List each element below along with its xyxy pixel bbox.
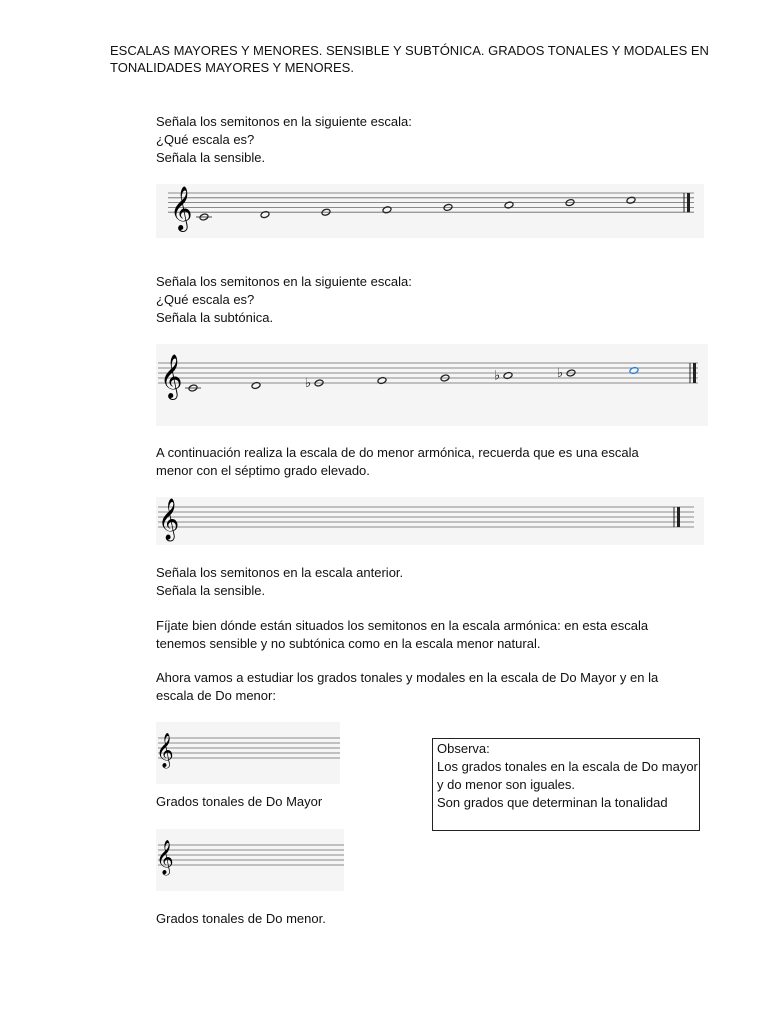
staff-lines <box>168 193 694 212</box>
paragraph-line: tenemos sensible y no subtónica como en la escala menor natural. <box>156 636 541 651</box>
title-line-2: TONALIDADES MAYORES Y MENORES. <box>110 60 354 75</box>
observa-line: Son grados que determinan la tonalidad <box>437 795 668 810</box>
observa-box <box>432 738 700 831</box>
staff-svg <box>156 184 704 238</box>
harmonic-note-paragraph <box>156 617 676 653</box>
notes-group <box>185 366 639 392</box>
treble-clef-icon: 𝄞 <box>160 354 183 398</box>
caption-minor: Grados tonales de Do menor. <box>156 911 326 926</box>
barline-thick <box>687 193 690 212</box>
empty-music-staff-major[interactable] <box>156 722 340 784</box>
instruction-line: Señala los semitonos en la siguiente escala: <box>156 274 412 289</box>
flat-icon: ♭ <box>305 376 312 391</box>
instruction-line: Señala la sensible. <box>156 150 266 165</box>
empty-music-staff-minor[interactable] <box>156 829 344 891</box>
treble-clef-icon: 𝄞 <box>156 733 174 768</box>
exercise-2-instructions <box>156 273 676 327</box>
paragraph-line: escala de Do menor: <box>156 688 276 703</box>
page-title <box>110 42 709 76</box>
music-staff-c-minor-scale <box>156 344 708 426</box>
caption-major: Grados tonales de Do Mayor <box>156 794 323 809</box>
notes-group <box>196 196 636 221</box>
instruction-line: ¿Qué escala es? <box>156 292 255 307</box>
barline-thick <box>693 363 696 383</box>
observa-heading: Observa: <box>437 741 490 756</box>
instruction-line: Señala la sensible. <box>156 583 266 598</box>
staff-lines <box>158 363 698 383</box>
treble-clef-icon: 𝄞 <box>156 840 174 875</box>
staff-lines <box>158 738 340 758</box>
staff-svg <box>156 497 704 545</box>
instruction-line: Señala la subtónica. <box>156 310 274 325</box>
staff-lines <box>158 507 694 527</box>
flat-icon: ♭ <box>557 366 564 381</box>
instruction-line: Señala los semitonos en la siguiente escala: <box>156 114 412 129</box>
exercise-1-instructions <box>156 113 676 167</box>
staff-svg <box>156 829 344 891</box>
intro-paragraph <box>156 669 676 705</box>
empty-music-staff-harmonic[interactable] <box>156 497 704 545</box>
music-staff-c-major-scale <box>156 184 704 238</box>
observa-line: Los grados tonales en la escala de Do mayor <box>437 759 698 774</box>
exercise-4-instructions <box>156 564 676 600</box>
instruction-line: ¿Qué escala es? <box>156 132 255 147</box>
observa-line: y do menor son iguales. <box>437 777 576 792</box>
instruction-line: Señala los semitonos en la escala anterior. <box>156 565 404 580</box>
exercise-3-instructions <box>156 444 676 480</box>
staff-svg <box>156 722 340 784</box>
staff-lines <box>158 845 344 865</box>
barline-thick <box>677 507 680 527</box>
paragraph-line: Fíjate bien dónde están situados los semitonos en la escala armónica: en esta escala <box>156 618 649 633</box>
instruction-line: A continuación realiza la escala de do menor armónica, recuerda que es una escala <box>156 445 639 460</box>
treble-clef-icon: 𝄞 <box>170 186 193 230</box>
flat-icon: ♭ <box>494 368 501 384</box>
treble-clef-icon: 𝄞 <box>158 499 180 540</box>
title-line-1: ESCALAS MAYORES Y MENORES. SENSIBLE Y SUBTÓNICA. GRADOS TONALES Y MODALES EN <box>110 43 709 58</box>
instruction-line: menor con el séptimo grado elevado. <box>156 463 370 478</box>
staff-svg <box>156 344 708 426</box>
paragraph-line: Ahora vamos a estudiar los grados tonales y modales en la escala de Do Mayor y en la <box>156 670 659 685</box>
